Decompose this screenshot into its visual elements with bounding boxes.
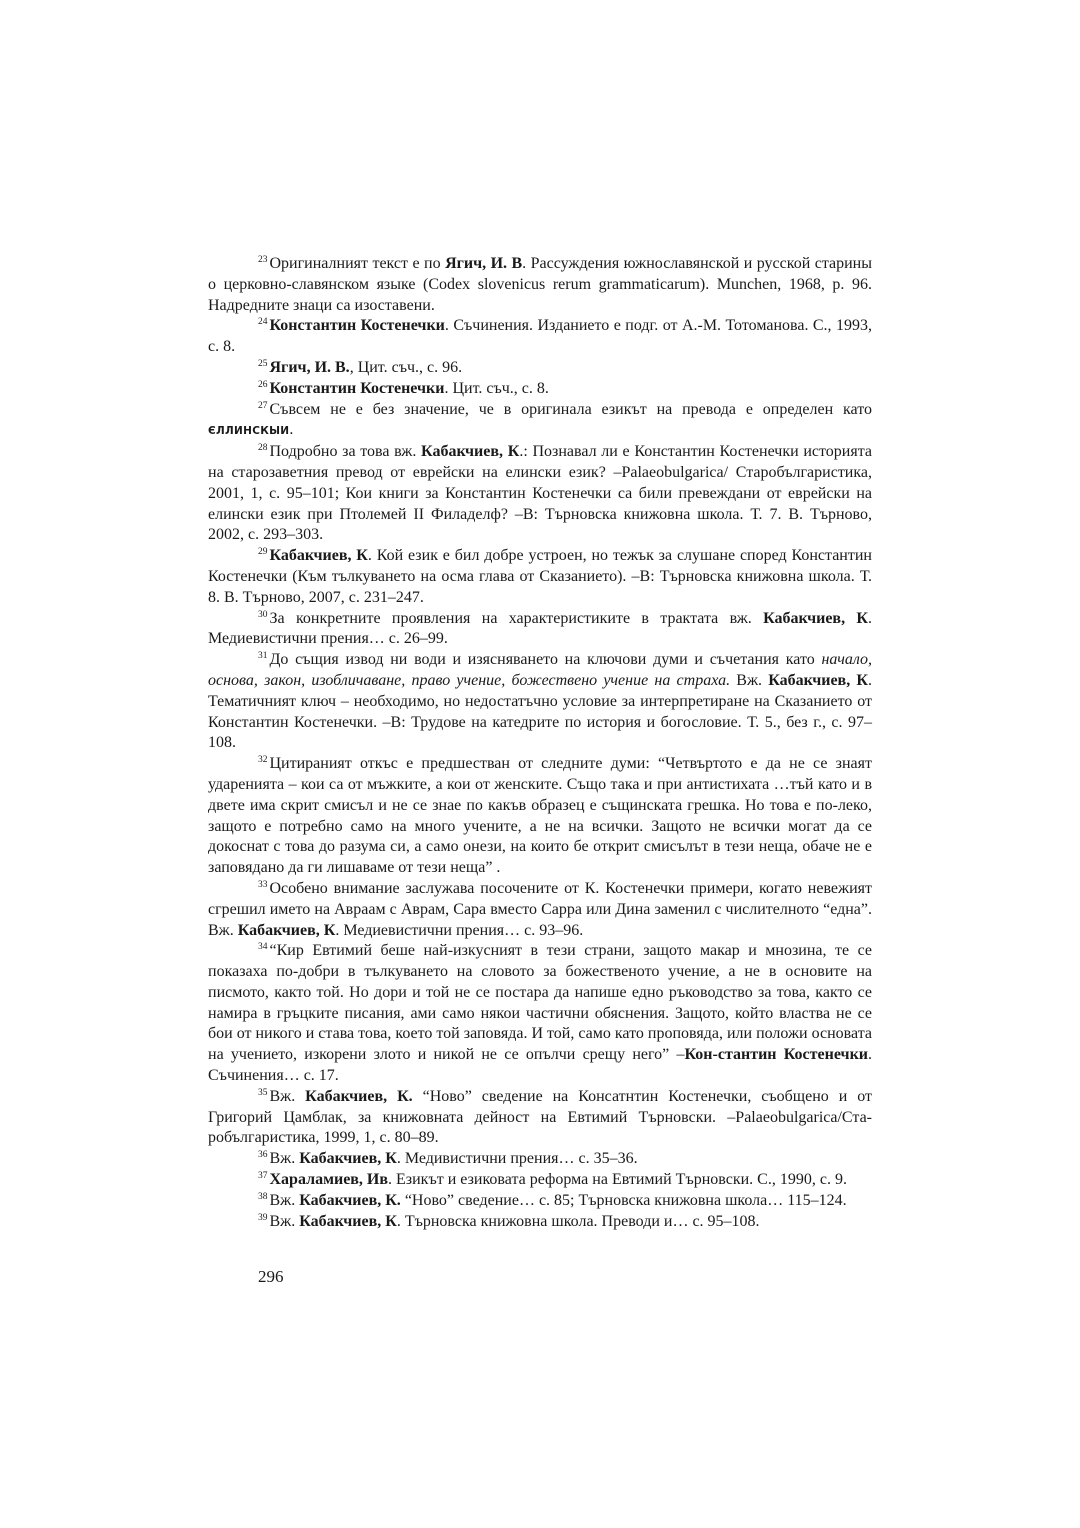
- author-name: Кабакчиев, К: [299, 1150, 397, 1168]
- footnote-29: [208, 546, 872, 608]
- author-name: Кабакчиев, К.: [299, 1191, 401, 1209]
- footnote-number: 38: [258, 1191, 268, 1202]
- footnote-number: 34: [258, 942, 268, 953]
- footnote-text: Съвсем не е без значение, че в оригинала езикът на превода е определен като: [269, 400, 872, 418]
- author-name: Хараламиев, Ив: [269, 1171, 389, 1189]
- footnote-23: [208, 254, 872, 316]
- author-name: Кабакчиев, К: [237, 921, 336, 939]
- footnote-number: 24: [258, 317, 268, 328]
- author-name: Кабакчиев, К: [269, 547, 368, 565]
- footnote-24: [208, 316, 872, 358]
- footnote-text: .: Познавал ли е Константин Костенечки историята на старозаветния превод от еврейски на елински език? –Palaeobulgarica/ Старобългаристика, 2001, 1, с. 95–101; Кои книги за Константин Костенечки са били превеждани от еврейски на елински език при Птолемей II Филаделф? –В: Търновска книжовна школа. Т. 7. В. Търново, 2002, с. 293–303.: [208, 443, 873, 544]
- footnotes-block: [208, 254, 872, 1232]
- footnote-34: [208, 941, 872, 1087]
- footnote-26: [208, 379, 872, 400]
- footnote-text: . Съчинения… с. 17.: [208, 1046, 873, 1085]
- footnote-text: Особено внимание заслужава посочените от К. Костенечки примери, когато невежият сгрешил името на Авраам с Аврам, Сара вместо Сарра или Дина заменил с числителното “една”. Вж.: [208, 879, 872, 939]
- footnote-text: Подробно за това вж.: [269, 443, 422, 461]
- footnote-text: Вж.: [269, 1150, 300, 1168]
- footnote-number: 35: [258, 1087, 268, 1098]
- footnote-33: [208, 879, 872, 941]
- footnote-text: .: [289, 421, 294, 439]
- footnote-32: [208, 754, 872, 879]
- footnote-number: 32: [258, 755, 268, 766]
- footnote-text: Оригиналният текст е по: [269, 255, 446, 272]
- footnote-text: , Цит. съч., с. 96.: [349, 358, 463, 376]
- author-name: Кабакчиев, К.: [305, 1087, 413, 1105]
- footnote-text: . Кой език е бил добре устроен, но тежък за слушане според Константин Костенечки (Към тълкуването на осма глава от Сказанието). –В: Търновска книжовна школа. Т. 8. В. Търново, 2007, с. 231–247.: [208, 547, 872, 606]
- footnote-text: До същия извод ни води и изясняването на ключови думи и съчетания като: [269, 651, 822, 669]
- footnote-31: [208, 650, 872, 754]
- footnote-text: Вж.: [269, 1191, 300, 1209]
- footnote-30: [208, 609, 872, 651]
- footnote-text: . Рассуждения южнославянской и русской старины о церковно-славянском языке (Codex slovenicus rerum grammaticarum). Munchen, 1968, p. 96. Надредните знаци са изоставени.: [208, 255, 872, 314]
- author-name: Кабакчиев, К: [299, 1212, 397, 1230]
- footnote-text: Вж.: [269, 1212, 300, 1230]
- footnote-number: 29: [258, 547, 268, 558]
- footnote-27: [208, 400, 872, 443]
- footnote-35: [208, 1087, 872, 1149]
- author-name: Константин Костенечки: [269, 379, 445, 397]
- footnote-text: . Тематичният ключ – необходимо, но недостатъчно условие за интерпретиране на Сказанието от Константин Костенечки. –В: Трудове на катедрите по история и богословие. Т. 5., без г., с. 97–108.: [208, 671, 872, 752]
- footnote-36: [208, 1149, 872, 1170]
- footnote-text: “Ново” сведение на Консатнтин Костенечки, съобщено и от Григорий Цамблак, за книжовната дейност на Евтимий Търновски. –Palaeobulgarica/Ста-робългаристика, 1999, 1, с. 80–89.: [208, 1087, 873, 1147]
- footnote-number: 27: [258, 400, 268, 411]
- author-name: Кабакчиев, К: [763, 609, 868, 627]
- footnote-number: 23: [258, 255, 268, 265]
- footnote-number: 31: [258, 651, 268, 662]
- author-name: Кабакчиев, К: [421, 443, 520, 461]
- footnote-37: [208, 1170, 872, 1191]
- footnote-number: 39: [258, 1212, 268, 1223]
- author-name: Ягич, И. В: [445, 255, 523, 272]
- footnote-text: . Търновска книжовна школа. Преводи и… с. 95–108.: [396, 1212, 760, 1230]
- footnote-text: Вж.: [269, 1087, 306, 1105]
- footnote-39: [208, 1212, 872, 1233]
- footnote-number: 30: [258, 609, 268, 620]
- footnote-text: . Медиевистични прения… с. 26–99.: [208, 609, 872, 648]
- footnote-text: . Езикът и езиковата реформа на Евтимий Търновски. С., 1990, с. 9.: [388, 1171, 847, 1189]
- footnote-text: . Съчинения. Изданието е подг. от А.-М. Тотоманова. С., 1993, с. 8.: [208, 317, 872, 356]
- footnote-text: Цитираният откъс е предшестван от следните думи: “Четвъртото е да не се знаят ударенията – кои са от мъжките, а кои от женските. Също така и при антистихата …тъй като и в двете има скрит смисъл и не се знае по какъв образец е същинската грешка. Но това е по-леко, защото е потребно само на много учените, а не на всички. Защото не всички могат да се докоснат с това до разума си, а само онези, на които бе открит смисълът в тези неща, обаче не е заповядано да ги лишаваме от тези неща” .: [208, 755, 872, 877]
- footnote-number: 26: [258, 379, 268, 390]
- footnote-text: . Медивистични прения… с. 35–36.: [396, 1150, 638, 1168]
- footnote-28: [208, 442, 872, 546]
- author-name: Кон-стантин Костенечки: [684, 1046, 869, 1064]
- footnote-text: . Медиевистични прения… с. 93–96.: [335, 921, 584, 939]
- footnote-number: 28: [258, 443, 268, 454]
- footnote-number: 36: [258, 1150, 268, 1161]
- footnote-number: 25: [258, 358, 268, 369]
- author-name: Кабакчиев, К: [768, 671, 868, 689]
- author-name: Константин Костенечки: [269, 317, 445, 335]
- footnote-text: . Цит. съч., с. 8.: [444, 379, 549, 397]
- footnote-25: [208, 358, 872, 379]
- page-number: 296: [258, 1267, 284, 1286]
- footnote-text: “Кир Евтимий беше най-изкусният в тези страни, защото макар и мнозина, те се показаха по-добри в тълкуването на словото за божественото учение, а не в основите на писмото, както той. Но дори и той не се постара да напише едно ръководство за това, както се намира в гръцките писания, ами само някои частични обяснения. Защото, който властва не се бои от никого и става това, което той заповядa. И той, само като проповядa, или положи основата на учението, изкорени злото и никой не се опълчи срещу него” –: [208, 942, 872, 1064]
- footnote-text: “Ново” сведение… с. 85; Търновска книжовна школа… 115–124.: [400, 1191, 847, 1209]
- italic-terms: начало, основа, закон, изобличаване, право учение, божествено учение на страха.: [208, 651, 872, 689]
- footnote-38: [208, 1191, 872, 1212]
- church-slavonic-word: ЄЛЛИНСКЫИ: [208, 425, 290, 438]
- footnote-text: За конкретните проявления на характеристиките в трактата вж.: [269, 609, 764, 627]
- footnote-text: Вж.: [730, 671, 769, 689]
- footnote-number: 37: [258, 1171, 268, 1182]
- footnote-number: 33: [258, 879, 268, 890]
- author-name: Ягич, И. В.: [269, 358, 350, 376]
